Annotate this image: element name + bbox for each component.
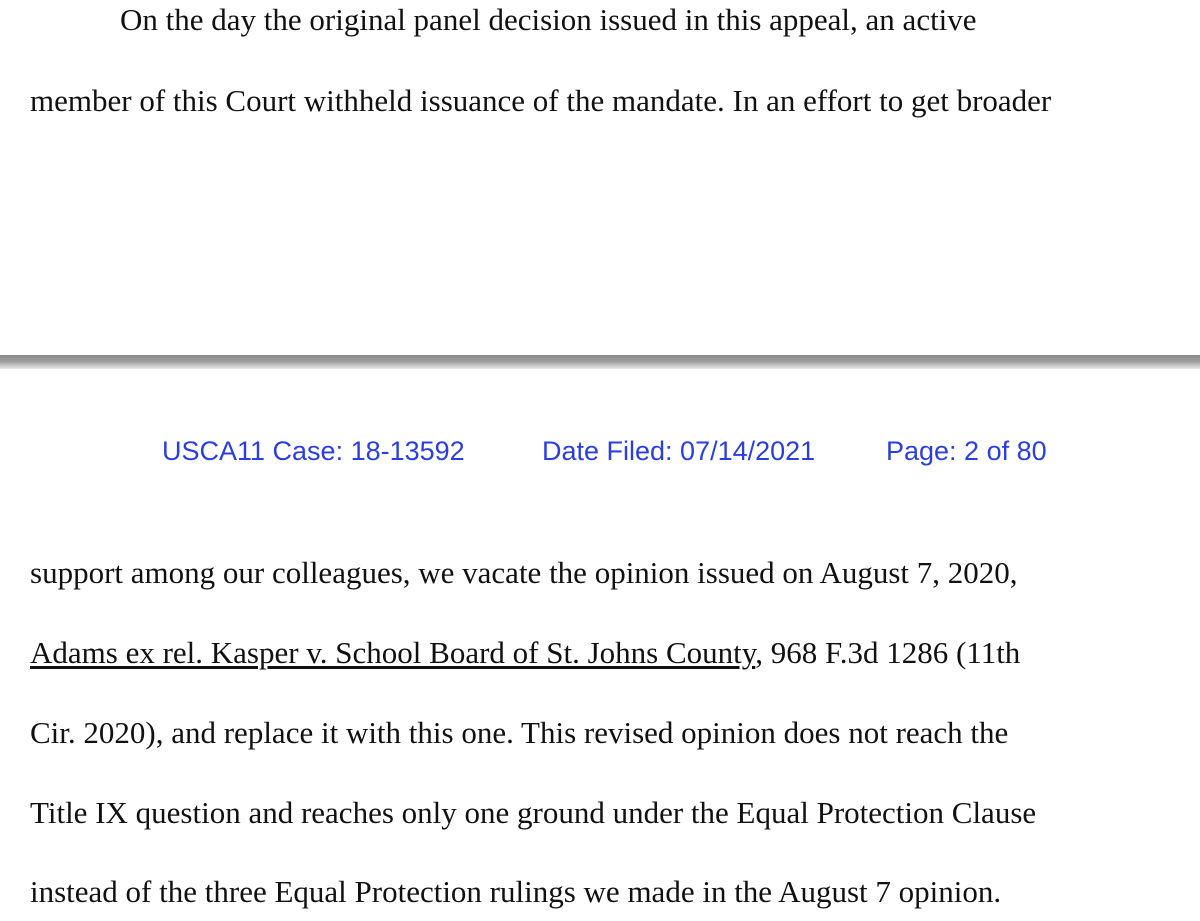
paragraph-line-4 — [30, 635, 1020, 671]
paragraph-line-2: member of this Court withheld issuance of the mandate. In an effort to get broader — [30, 83, 1052, 118]
paragraph-line-7: instead of the three Equal Protection rulings we made in the August 7 opinion. — [30, 874, 1002, 909]
case-number: USCA11 Case: 18-13592 — [162, 436, 465, 466]
citation-reporter: , 968 F.3d 1286 (11th — [755, 635, 1021, 670]
case-citation: Adams ex rel. Kasper v. School Board of St. Johns County — [30, 635, 756, 670]
paragraph-line-1: On the day the original panel decision issued in this appeal, an active — [120, 2, 977, 37]
paragraph-line-3: support among our colleagues, we vacate the opinion issued on August 7, 2020, — [30, 555, 1018, 590]
paragraph-line-6: Title IX question and reaches only one ground under the Equal Protection Clause — [30, 795, 1037, 830]
page-indicator: Page: 2 of 80 — [886, 436, 1047, 466]
paragraph-line-5: Cir. 2020), and replace it with this one. This revised opinion does not reach the — [30, 715, 1009, 750]
page-break-divider — [0, 355, 1200, 369]
date-filed: Date Filed: 07/14/2021 — [542, 436, 816, 466]
